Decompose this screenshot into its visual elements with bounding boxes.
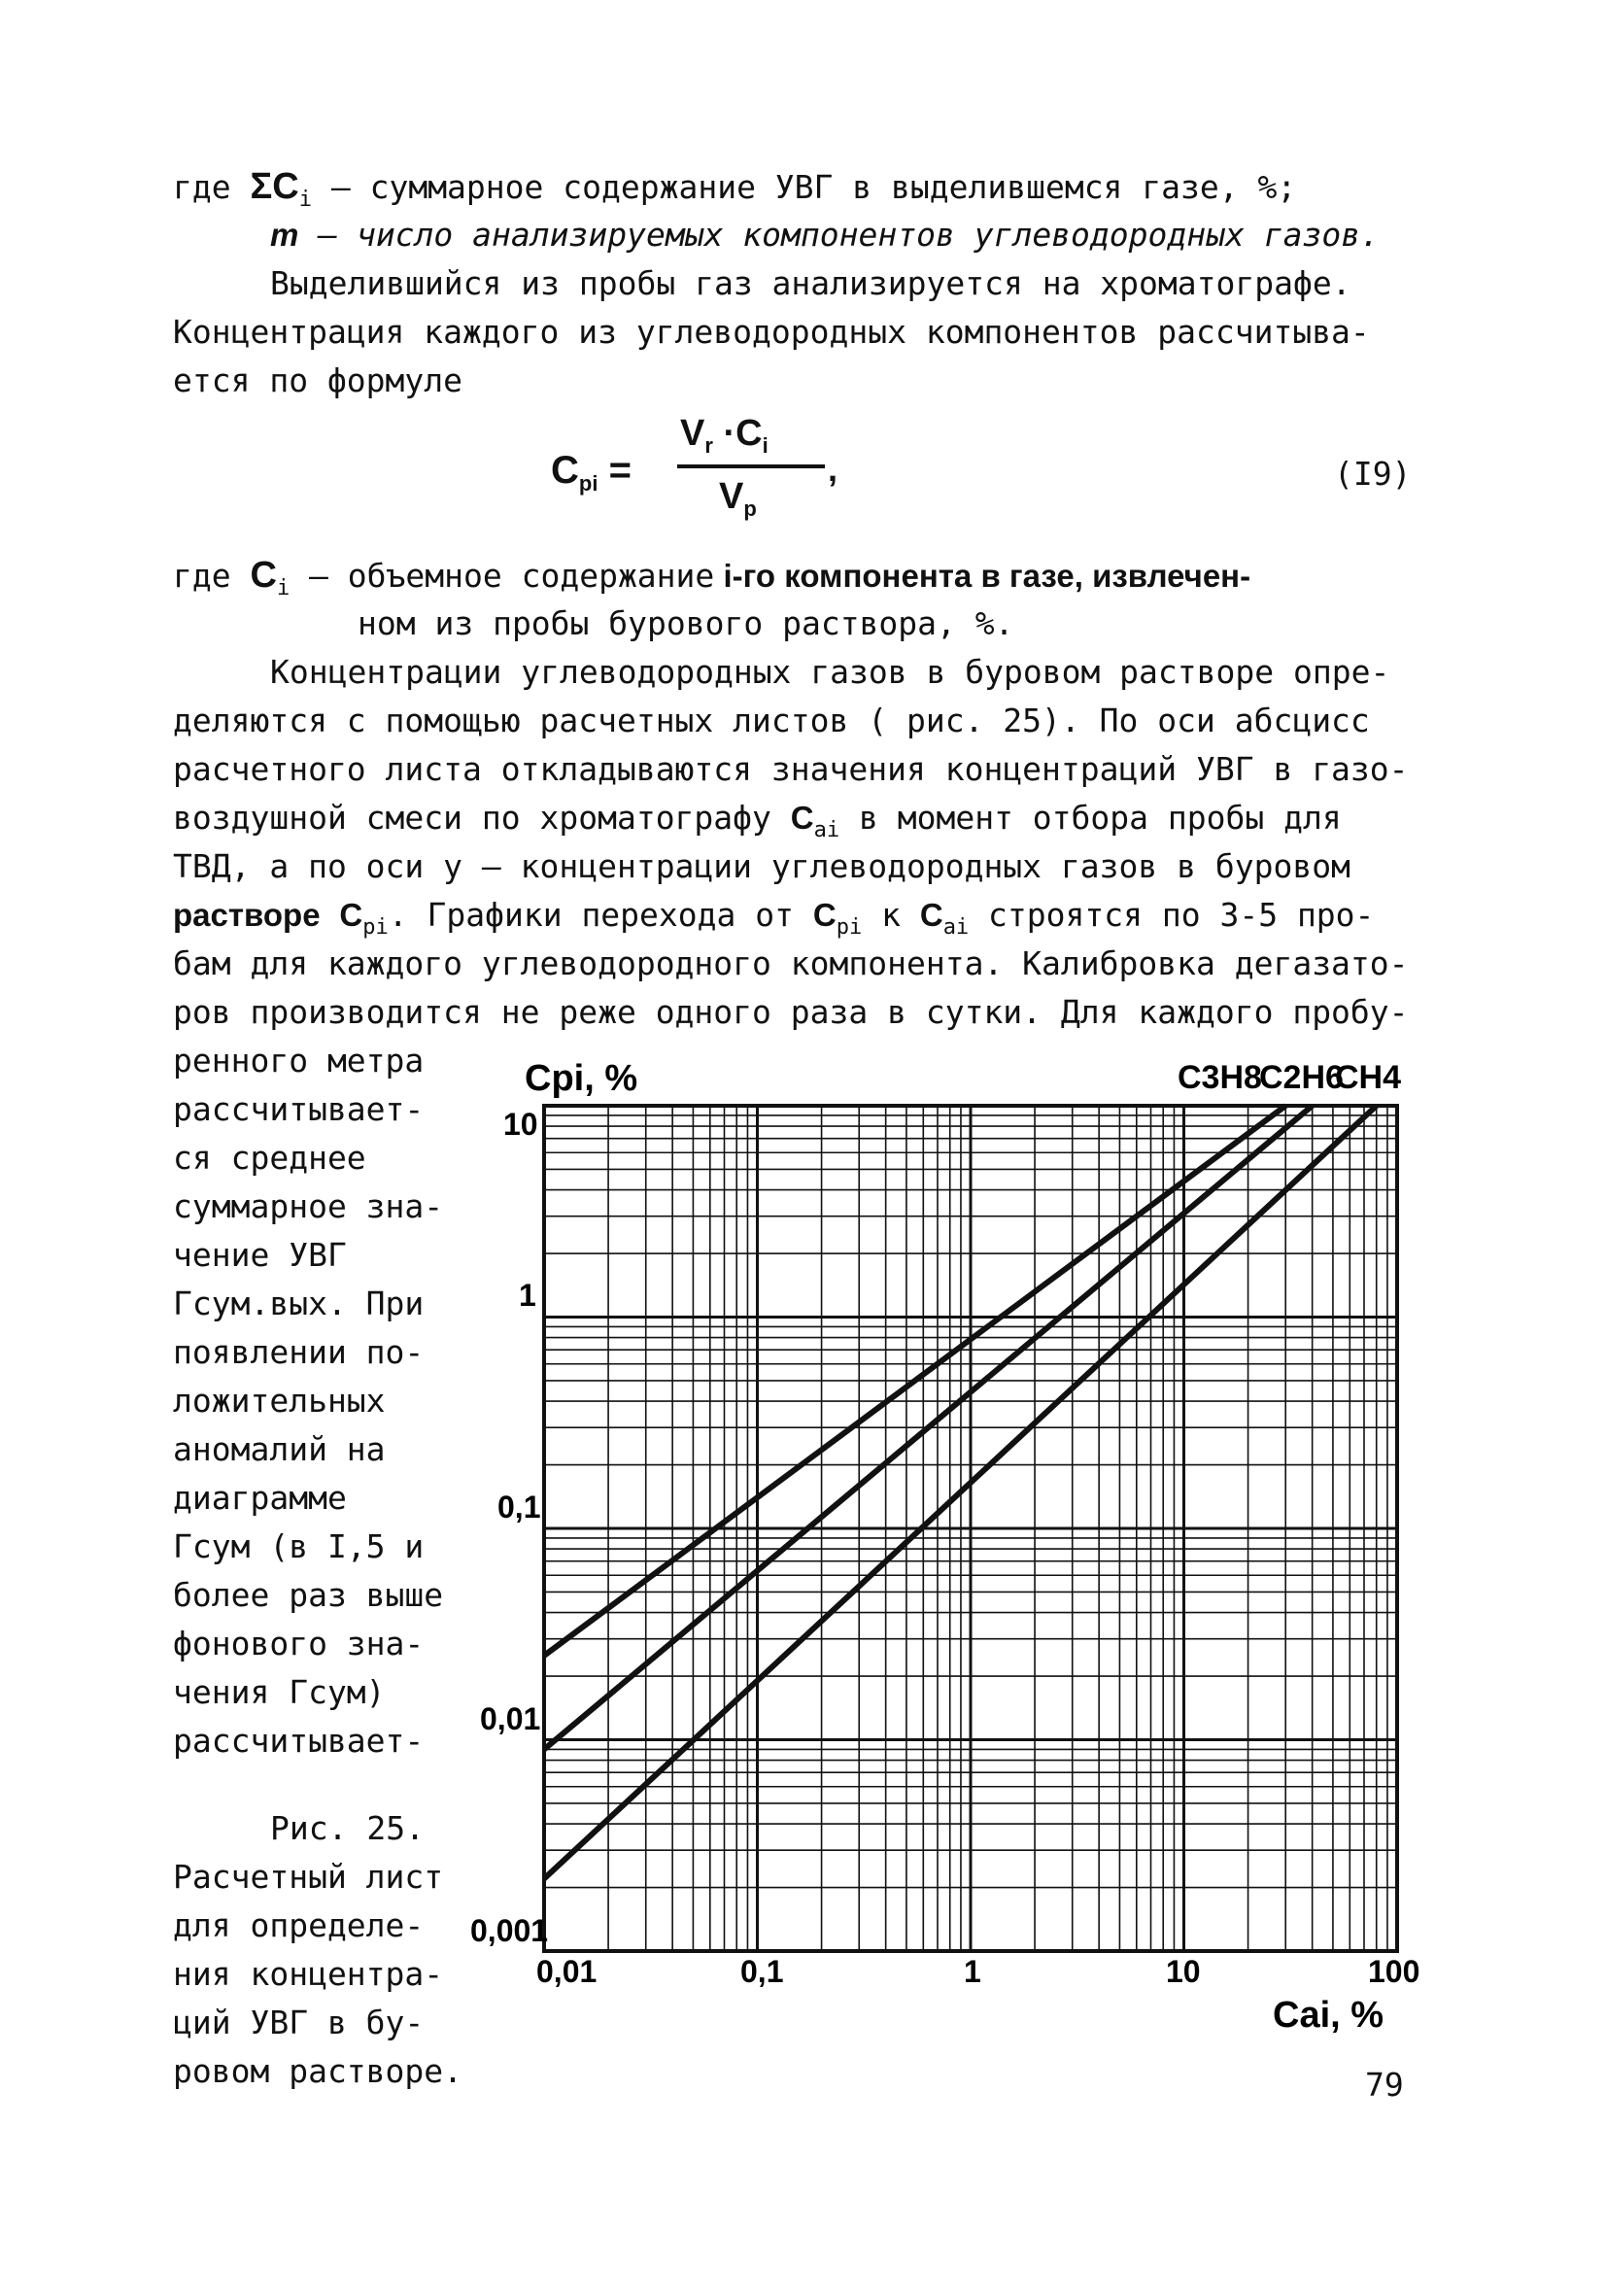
text-line: Концентрации углеводородных газов в буровом растворе опре- <box>270 653 1390 691</box>
series-label-c3h8: C3H8 <box>1178 1059 1262 1096</box>
y-tick-label: 0,1 <box>497 1490 541 1525</box>
text-line: Концентрация каждого из углеводородных компонентов рассчитыва- <box>173 313 1370 351</box>
text-line: ном из пробы бурового раствора, %. <box>358 604 1014 642</box>
x-tick-label: 1 <box>964 1954 981 1989</box>
fraction-bar <box>677 464 825 468</box>
text-line: Выделившийся из пробы газ анализируется на хроматографе. <box>270 264 1351 302</box>
text-line: ТВД, а по оси y – концентрации углеводородных газов в буровом <box>173 847 1350 885</box>
text-line: ров производится не реже одного раза в сутки. Для каждого пробу- <box>173 993 1409 1031</box>
text-line: деляются с помощью расчетных листов ( рис. 25). По оси абсцисс <box>173 702 1370 739</box>
text-line: m – число анализируемых компонентов углеводородных газов. <box>270 216 1380 254</box>
page-number: 79 <box>1365 2066 1404 2104</box>
text-line: где $\Sigma C_i$ – суммарное содержание УВГ в выделившемся газе, %; <box>173 166 1297 212</box>
text-line: воздушной смеси по хроматографу $C_{ai}$ в момент отбора пробы для <box>173 799 1342 842</box>
series-label-c2h6: C2H6 <box>1259 1059 1344 1096</box>
chart-grid <box>544 1106 1397 1951</box>
y-tick-label: 1 <box>519 1278 536 1313</box>
x-tick-label: 0,01 <box>536 1954 598 1989</box>
x-tick-label: 0,1 <box>740 1954 784 1989</box>
y-tick-label: 0,01 <box>480 1701 541 1736</box>
text-line: бам для каждого углеводородного компонента. Калибровка дегазато- <box>173 944 1409 982</box>
text-line: где $C_i$ – объемное содержание i-го компонента в газе, извлечен- <box>173 555 1251 600</box>
text-line: растворе $C_{pi}$. Графики перехода от $C_{pi}$ к $C_{ai}$ строятся по 3-5 про- <box>173 896 1375 940</box>
series-lines <box>544 1106 1377 1879</box>
y-axis-label: Cpi, % <box>525 1058 638 1099</box>
series-line-c2h6 <box>544 1106 1313 1749</box>
equation-number: (I9) <box>1334 455 1412 493</box>
series-label-ch4: CH4 <box>1335 1059 1402 1096</box>
y-tick-label: 10 <box>503 1107 538 1142</box>
series-line-c3h8 <box>544 1106 1285 1656</box>
plot-frame <box>544 1106 1397 1951</box>
y-tick-label: 0,001 <box>470 1913 549 1948</box>
x-axis-label: Cai, % <box>1273 1995 1384 2036</box>
text-line: ется по формуле <box>173 361 463 399</box>
x-tick-label: 100 <box>1368 1954 1420 1989</box>
series-line-ch4 <box>544 1106 1377 1879</box>
text-line: расчетного листа откладываются значения концентраций УВГ в газо- <box>173 750 1409 788</box>
x-tick-label: 10 <box>1166 1954 1201 1989</box>
